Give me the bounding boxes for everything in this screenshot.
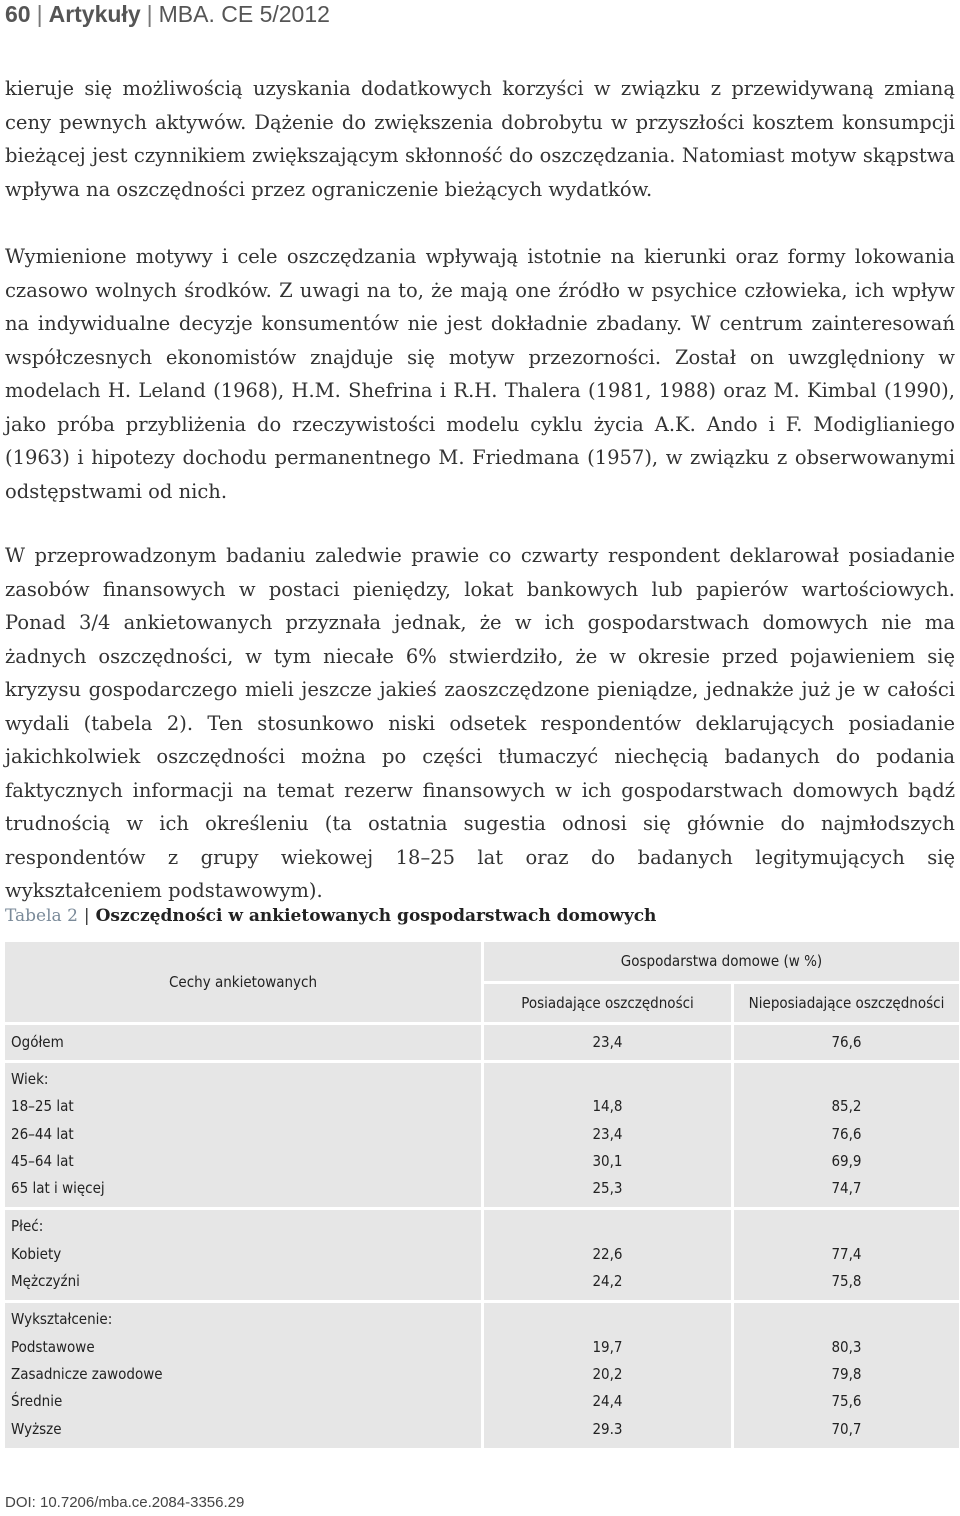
header-has-savings: Posiadające oszczędności <box>481 984 731 1022</box>
row-label: Zasadnicze zawodowe <box>11 1364 163 1383</box>
cell-hasnot: 76,6 <box>831 1033 862 1051</box>
paragraph-3: W przeprowadzonym badaniu zaledwie prawie co czwarty respondent deklarował posiadanie zasobów finansowych w postaci pieniędzy, lokat bankowych lub papierów wartościowych. Ponad 3/4 ankietowanych przyznała jednak, że w ich gospodarstwach domowych nie ma żadnych oszczędności, w tym niecałe 6% stwierdziło, że w okresie przed pojawieniem się kryzysu gospodarczego mieli jeszcze jakieś zaoszczędzone pieniądze, jednakże już je w całości wydali (tabela 2). Ten stosunkowo niski odsetek respondentów deklarujących posiadanie jakichkolwiek oszczędności można po części tłumaczyć niechęcią badanych do podania faktycznych informacji na temat rezerw finansowych w ich gospodarstwach domowych bądź trudnością w ich określeniu (ta ostatnia sugestia odnosi się głównie do najmłodszych respondentów z grupy wiekowej 18–25 lat oraz do badanych legitymujących się wykształceniem podstawowym). <box>5 544 955 902</box>
cell-has: 25,3 <box>592 1179 623 1198</box>
row-label: Kobiety <box>11 1244 62 1263</box>
cell-hasnot: 70,7 <box>831 1419 862 1438</box>
section-name: Artykuły <box>48 1 141 27</box>
row-label: 18–25 lat <box>11 1097 74 1116</box>
header-no-savings: Nieposiadające oszczędności <box>731 984 959 1022</box>
cell-hasnot: 74,7 <box>831 1179 862 1198</box>
row-label: 26–44 lat <box>11 1124 74 1143</box>
cell-hasnot: 76,6 <box>831 1124 862 1143</box>
cell-hasnot: 85,2 <box>831 1097 862 1116</box>
cell-hasnot: 75,8 <box>831 1272 862 1291</box>
group-heading: Wykształcenie: <box>11 1310 113 1329</box>
table-group-age <box>5 1063 959 1207</box>
cell-has: 24,4 <box>592 1392 623 1411</box>
row-label: Mężczyźni <box>11 1272 80 1291</box>
row-label: Podstawowe <box>11 1337 95 1356</box>
table-group-education <box>5 1303 959 1447</box>
row-label: Wyższe <box>11 1419 62 1438</box>
header-households: Gospodarstwa domowe (w %) <box>481 942 959 984</box>
cell-has: 30,1 <box>592 1151 623 1170</box>
cell-has: 19,7 <box>592 1337 623 1356</box>
cell-hasnot: 80,3 <box>831 1337 862 1356</box>
table-group-sex <box>5 1210 959 1300</box>
paragraph-2: Wymienione motywy i cele oszczędzania wpływają istotnie na kierunki oraz formy lokowania czasowo wolnych środków. Z uwagi na to, że mają one źródło w psychice człowieka, ich wpływ na indywidualne decyzje konsumentów nie jest dokładnie zbadany. W centrum zainteresowań współczesnych ekonomistów znajduje się motyw przezorności. Został on uwzględniony w modelach H. Leland (1968), H.M. Shefrina i R.H. Thalera (1981, 1988) oraz M. Kimbal (1990), jako próba przybliżenia do rzeczywistości modelu cyklu życia A.K. Ando i F. Modiglianiego (1963) i hipotezy dochodu permanentnego M. Friedmana (1957), w związku z obserwowanymi odstępstwami od nich. <box>5 245 955 503</box>
caption-separator: | <box>83 906 90 926</box>
running-header <box>5 0 330 28</box>
journal-name: MBA. CE 5/2012 <box>158 1 330 27</box>
table-row-total <box>5 1025 959 1060</box>
header-separator: | <box>146 1 153 27</box>
cell-hasnot: 77,4 <box>831 1244 862 1263</box>
cell-has: 20,2 <box>592 1364 623 1383</box>
table-caption <box>5 903 656 929</box>
row-label: Średnie <box>11 1392 63 1411</box>
header-separator: | <box>36 1 43 27</box>
cell-has: 29.3 <box>592 1419 623 1438</box>
row-label: Ogółem <box>11 1033 64 1051</box>
table-caption-title: Oszczędności w ankietowanych gospodarstwach domowych <box>95 906 657 926</box>
cell-has: 24,2 <box>592 1272 623 1291</box>
doi-footer: DOI: 10.7206/mba.ce.2084-3356.29 <box>5 1494 245 1511</box>
header-features: Cechy ankietowanych <box>5 942 481 1022</box>
cell-has: 23,4 <box>592 1033 623 1051</box>
row-label: 65 lat i więcej <box>11 1179 105 1198</box>
group-heading: Płeć: <box>11 1217 44 1236</box>
cell-has: 14,8 <box>592 1097 623 1116</box>
table-caption-label: Tabela 2 <box>5 906 78 926</box>
group-heading: Wiek: <box>11 1070 49 1088</box>
cell-hasnot: 69,9 <box>831 1151 862 1170</box>
cell-hasnot: 75,6 <box>831 1392 862 1411</box>
row-label: 45–64 lat <box>11 1151 74 1170</box>
cell-hasnot: 79,8 <box>831 1364 862 1383</box>
cell-has: 22,6 <box>592 1244 623 1263</box>
page-number: 60 <box>5 1 31 27</box>
paragraph-1: kieruje się możliwością uzyskania dodatkowych korzyści w związku z przewidywaną zmianą ceny pewnych aktywów. Dążenie do zwiększenia dobrobytu w przyszłości kosztem konsumpcji bieżącej jest czynnikiem zwiększającym skłonność do oszczędzania. Natomiast motyw skąpstwa wpływa na oszczędności przez ograniczenie bieżących wydatków. <box>5 77 955 201</box>
savings-table <box>5 942 959 1448</box>
cell-has: 23,4 <box>592 1124 623 1143</box>
